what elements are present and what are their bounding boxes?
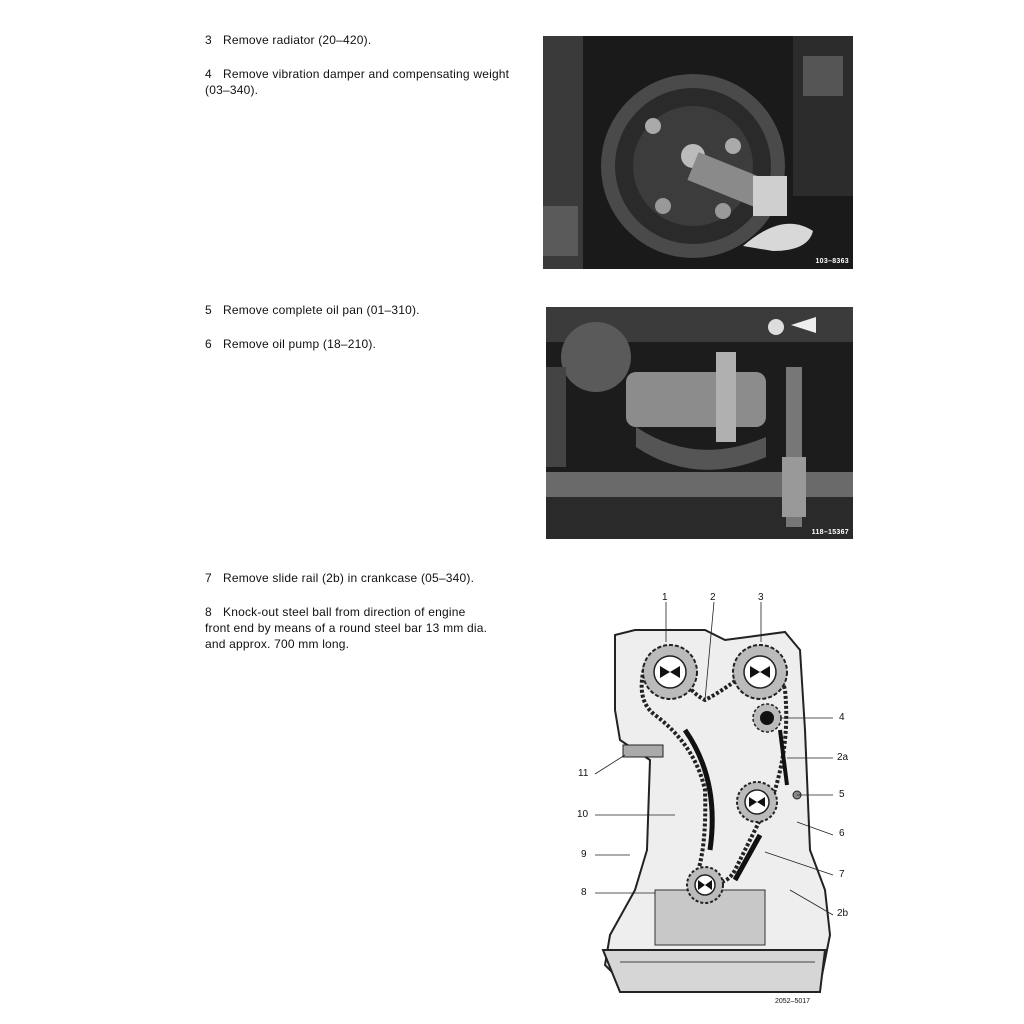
callout-8: 8 xyxy=(581,887,587,898)
figure-code: 103–8363 xyxy=(815,258,849,265)
figure-code: 118–15367 xyxy=(811,529,849,536)
timing-chain-diagram xyxy=(575,590,865,1010)
callout-6: 6 xyxy=(839,828,845,839)
callout-11: 11 xyxy=(578,768,589,779)
callout-2a: 2a xyxy=(837,752,849,763)
step-3 xyxy=(205,32,371,48)
step-number: 7 xyxy=(205,571,212,585)
step-text-continued: front end by means of a round steel bar 13 mm dia. xyxy=(205,621,488,635)
step-text-continued: (03–340). xyxy=(205,83,259,97)
step-number: 3 xyxy=(205,33,212,47)
step-6 xyxy=(205,336,376,352)
step-number: 8 xyxy=(205,605,212,619)
step-number: 5 xyxy=(205,303,212,317)
callout-1: 1 xyxy=(662,592,668,603)
step-4 xyxy=(205,66,509,98)
step-8 xyxy=(205,604,487,652)
callout-2b: 2b xyxy=(837,908,849,919)
callout-5: 5 xyxy=(839,789,845,800)
callout-2: 2 xyxy=(710,592,716,603)
callout-7: 7 xyxy=(839,869,845,880)
callout-10: 10 xyxy=(577,809,589,820)
step-text-continued: and approx. 700 mm long. xyxy=(205,637,350,651)
step-text: Remove oil pump (18–210). xyxy=(223,337,377,351)
callout-4: 4 xyxy=(839,712,845,723)
step-text: Remove vibration damper and compensating weight xyxy=(223,67,510,81)
step-text: Knock-out steel ball from direction of engine xyxy=(223,605,466,619)
figure-code: 2052–5017 xyxy=(775,998,811,1005)
callout-9: 9 xyxy=(581,849,587,860)
step-number: 6 xyxy=(205,337,212,351)
step-text: Remove slide rail (2b) in crankcase (05–340). xyxy=(223,571,475,585)
callout-3: 3 xyxy=(758,592,764,603)
photo-vibration-damper xyxy=(543,36,853,269)
step-text: Remove complete oil pan (01–310). xyxy=(223,303,420,317)
step-text: Remove radiator (20–420). xyxy=(223,33,372,47)
step-5 xyxy=(205,302,420,318)
step-number: 4 xyxy=(205,67,212,81)
step-7 xyxy=(205,570,474,586)
photo-oil-pump xyxy=(546,307,853,539)
